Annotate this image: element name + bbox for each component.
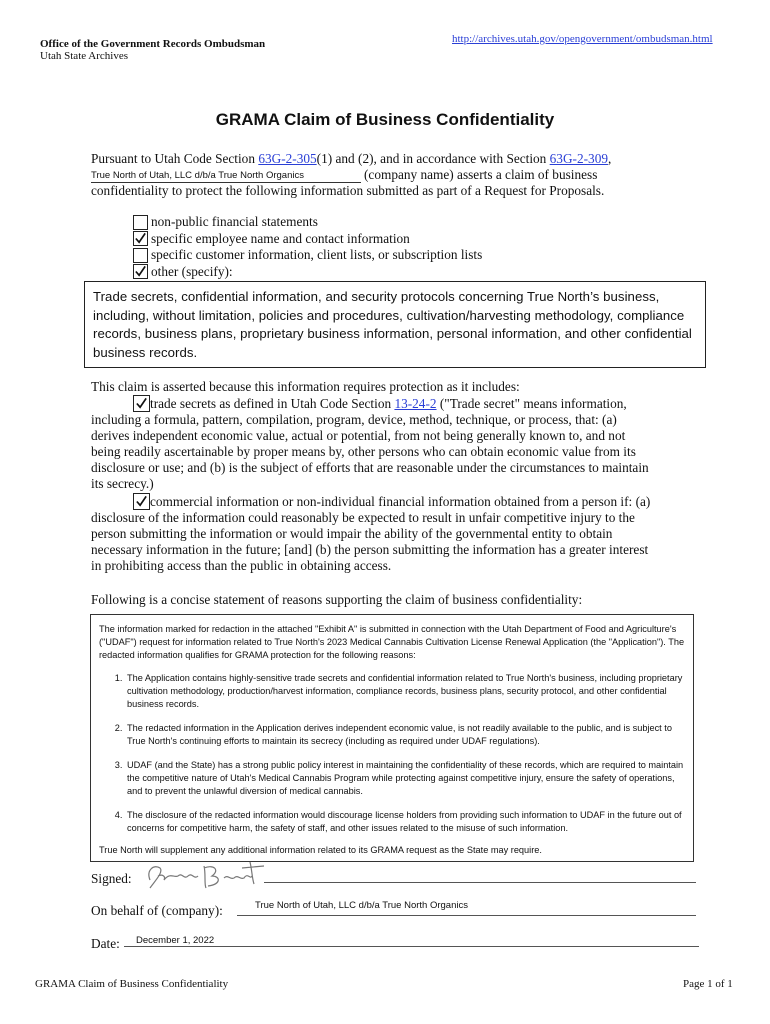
signature-icon	[140, 858, 270, 892]
reason-item: 3. UDAF (and the State) has a strong public policy interest in maintaining the confidentiality of these records, which are required to maintain the competitive nature of Utah's Medical Cannabis Program while protecting against competitive injury, ensure the safety of operations, and to prevent the unlawful diversion of medical cannabis.	[125, 759, 685, 798]
category-item	[133, 264, 482, 281]
statement-closing: True North will supplement any additional information related to its GRAMA request as the State may require.	[99, 845, 542, 855]
office-name: Office of the Government Records Ombudsman	[40, 38, 266, 50]
reasons-list	[99, 672, 685, 835]
checkmark-icon	[134, 232, 147, 245]
checkbox-trade-secrets[interactable]	[133, 395, 150, 412]
category-item	[133, 247, 482, 264]
behalf-line	[237, 915, 696, 916]
code-63g-2-309-link[interactable]: 63G-2-309	[549, 151, 609, 166]
trade-secret-post: ("Trade secret" means information,	[436, 395, 627, 411]
signature-image	[140, 858, 270, 897]
ombudsman-url-link[interactable]: http://archives.utah.gov/opengovernment/ombudsman.html	[452, 33, 713, 45]
trade-secret-row	[133, 395, 627, 412]
category-item	[133, 231, 482, 248]
definition-line: including a formula, pattern, compilation, program, device, method, technique, or process, that: (a)	[91, 412, 617, 427]
definition-line: its secrecy.)	[91, 476, 154, 491]
signature-line[interactable]	[264, 882, 696, 883]
date-label: Date:	[91, 936, 120, 951]
checkbox-other[interactable]	[133, 264, 148, 279]
definition-line: person submitting the information or would impair the ability of the governmental entity to obtain	[91, 526, 613, 541]
page-number: Page 1 of 1	[683, 978, 733, 990]
checkbox-employee-info[interactable]	[133, 231, 148, 246]
trade-secret-definition	[91, 412, 649, 492]
page-title: GRAMA Claim of Business Confidentiality	[215, 110, 555, 129]
intro-line-1	[91, 151, 611, 167]
category-label: other (specify):	[151, 263, 233, 279]
company-name-field[interactable]: True North of Utah, LLC d/b/a True North Organics	[91, 168, 361, 183]
date-field[interactable]: December 1, 2022	[136, 935, 215, 946]
code-63g-2-305-link[interactable]: 63G-2-305	[258, 151, 317, 166]
checkbox-commercial-info[interactable]	[133, 493, 150, 510]
definition-line: in prohibiting access than the public in obtaining access.	[91, 558, 392, 573]
intro-text: (1) and (2), and in accordance with Section	[316, 151, 550, 166]
signed-label: Signed:	[91, 871, 132, 886]
checkmark-icon	[135, 495, 148, 508]
definition-line: disclosure or use; and (b) is the subject of efforts that are reasonable under the circumstances to maintain	[91, 460, 649, 475]
statement-intro: Following is a concise statement of reasons supporting the claim of business confidentiality:	[91, 592, 583, 607]
date-line	[124, 946, 699, 947]
behalf-label: On behalf of (company):	[91, 903, 223, 918]
statement-textbox[interactable]	[90, 614, 694, 862]
archives-name: Utah State Archives	[40, 50, 128, 62]
protection-intro: This claim is asserted because this information requires protection as it includes:	[91, 379, 520, 394]
definition-line: necessary information in the future; [and] (b) the person submitting the information has a greater interest	[91, 542, 649, 557]
trade-secret-text	[150, 396, 627, 412]
definition-line: being readily ascertainable by proper means by, other persons who can obtain economic value from its	[91, 444, 636, 459]
statement-intro-paragraph: The information marked for redaction in the attached "Exhibit A" is submitted in connection with the Utah Department of Food and Agriculture's ("UDAF") request for information related to True North's 2023 Medical Cannabis Cultivation License Renewal Application (the "Application"). The redacted information qualifies for GRAMA protection for the following reasons:	[99, 624, 685, 660]
behalf-company-field[interactable]: True North of Utah, LLC d/b/a True North Organics	[255, 900, 468, 911]
definition-line: derives independent economic value, actual or potential, from not being generally known to, and not	[91, 428, 626, 443]
checkmark-icon	[134, 265, 147, 278]
commercial-info-row	[133, 493, 650, 510]
commercial-info-definition	[91, 510, 648, 574]
intro-line-2: (company name) asserts a claim of business	[364, 167, 598, 182]
category-label: specific customer information, client lists, or subscription lists	[151, 247, 483, 263]
category-item	[133, 214, 482, 231]
intro-line-3: confidentiality to protect the following information submitted as part of a Request for Proposals.	[91, 183, 605, 198]
reason-item: 1. The Application contains highly-sensitive trade secrets and confidential information related to True North's business, including proprietary cultivation methodology, production/harvest information, compliance records, business plans, security protocol, and other confidential business records.	[125, 672, 685, 711]
footer-form-name: GRAMA Claim of Business Confidentiality	[35, 978, 229, 990]
category-label: specific employee name and contact information	[151, 230, 410, 246]
trade-secret-pre: trade secrets as defined in Utah Code Section	[150, 395, 395, 411]
reason-item: 2. The redacted information in the Application derives independent economic value, is not readily available to the public, and is subject to True North's continuing efforts to maintain its secrecy (including as required under UDAF regulations).	[125, 722, 685, 748]
other-specify-textbox[interactable]: Trade secrets, confidential information, and security protocols concerning True North’s business, including, without limitation, policies and procedures, cultivation/harvesting methodology, compliance records, business plans, proprietary business information, personal information, and other confidential business records.	[84, 281, 706, 368]
category-list	[133, 214, 482, 280]
intro-text: Pursuant to Utah Code Section	[91, 151, 259, 166]
code-13-24-2-link[interactable]: 13-24-2	[394, 395, 437, 411]
intro-text: ,	[608, 151, 612, 166]
checkmark-icon	[135, 397, 148, 410]
reason-item: 4. The disclosure of the redacted information would discourage license holders from providing such information to UDAF in the future out of concerns for competitive harm, the safety of staff, and other issues related to the misuse of such information.	[125, 809, 685, 835]
commercial-info-text: commercial information or non-individual financial information obtained from a person if: (a)	[150, 493, 651, 509]
checkbox-customer-info[interactable]	[133, 248, 148, 263]
category-label: non-public financial statements	[151, 214, 318, 230]
definition-line: disclosure of the information could reasonably be expected to result in unfair competitive injury to the	[91, 510, 635, 525]
checkbox-financial-statements[interactable]	[133, 215, 148, 230]
